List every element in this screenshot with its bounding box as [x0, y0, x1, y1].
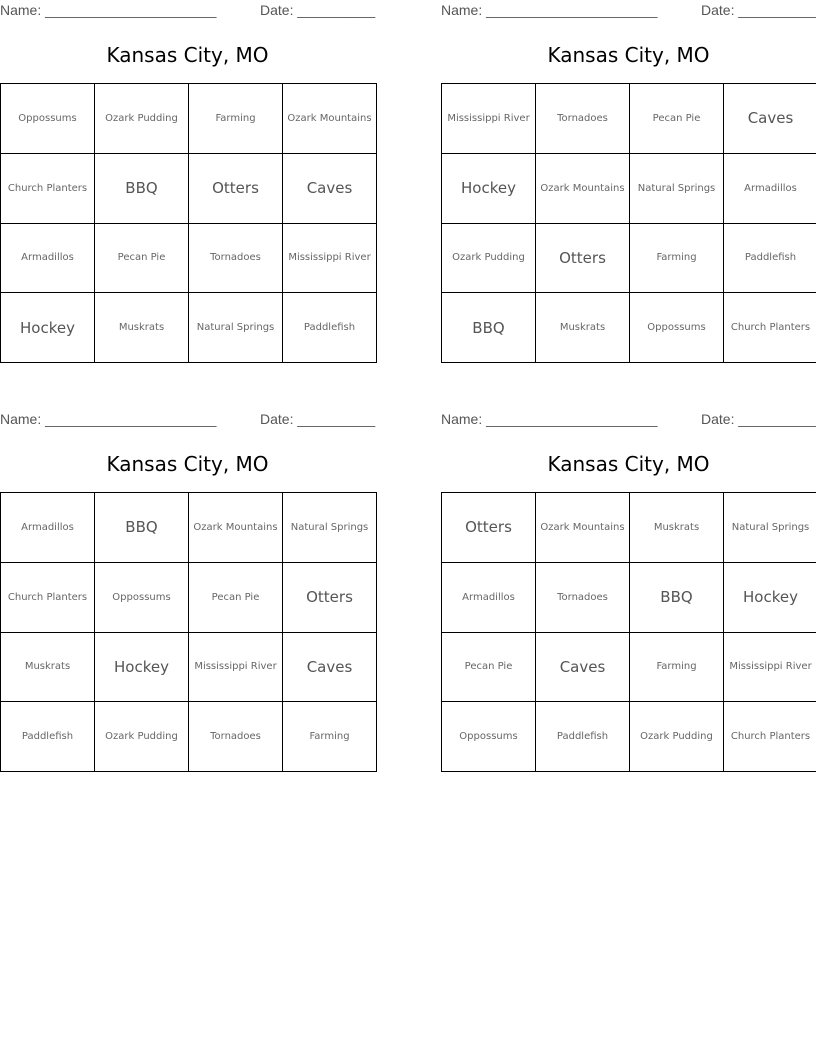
bingo-cell[interactable]: Church Planters: [724, 293, 816, 363]
bingo-cell[interactable]: Caves: [536, 632, 630, 702]
bingo-cell[interactable]: Farming: [283, 702, 377, 772]
date-field[interactable]: Date: __________: [701, 411, 816, 427]
bingo-cell[interactable]: Church Planters: [1, 153, 95, 223]
bingo-cell[interactable]: BBQ: [95, 153, 189, 223]
grid-row: [442, 493, 816, 563]
bingo-cell[interactable]: Caves: [283, 632, 377, 702]
bingo-cell[interactable]: Otters: [536, 223, 630, 293]
bingo-cell[interactable]: Ozark Pudding: [630, 702, 724, 772]
bingo-cell[interactable]: Mississippi River: [724, 632, 816, 702]
grid-row: [1, 293, 377, 363]
grid-row: [442, 293, 816, 363]
bingo-cell[interactable]: Mississippi River: [189, 632, 283, 702]
bingo-cell[interactable]: Natural Springs: [630, 153, 724, 223]
bingo-cell[interactable]: Pecan Pie: [189, 562, 283, 632]
bingo-cell[interactable]: Armadillos: [442, 562, 536, 632]
bingo-cell[interactable]: Oppossums: [95, 562, 189, 632]
bingo-cell[interactable]: BBQ: [442, 293, 536, 363]
bingo-cell[interactable]: Ozark Mountains: [536, 153, 630, 223]
grid-row: [1, 84, 377, 154]
bingo-cell[interactable]: Paddlefish: [1, 702, 95, 772]
bingo-cell[interactable]: Natural Springs: [189, 293, 283, 363]
bingo-grid: [0, 492, 377, 772]
grid-row: [442, 632, 816, 702]
bingo-cell[interactable]: Mississippi River: [283, 223, 377, 293]
bingo-cell[interactable]: Armadillos: [1, 493, 95, 563]
bingo-cell[interactable]: Oppossums: [1, 84, 95, 154]
bingo-cell[interactable]: Mississippi River: [442, 84, 536, 154]
bingo-cell[interactable]: Natural Springs: [724, 493, 816, 563]
bingo-cell[interactable]: Oppossums: [630, 293, 724, 363]
bingo-grid: [441, 83, 816, 363]
date-field[interactable]: Date: __________: [260, 2, 376, 18]
bingo-cell[interactable]: Farming: [630, 632, 724, 702]
bingo-cell[interactable]: Ozark Pudding: [442, 223, 536, 293]
card-title: Kansas City, MO: [547, 43, 710, 67]
bingo-cell[interactable]: Armadillos: [724, 153, 816, 223]
bingo-grid: [441, 492, 816, 772]
name-field[interactable]: Name: ______________________: [441, 411, 658, 427]
card-title: Kansas City, MO: [106, 43, 269, 67]
grid-row: [1, 153, 377, 223]
bingo-cell[interactable]: Ozark Mountains: [536, 493, 630, 563]
name-field[interactable]: Name: ______________________: [441, 2, 658, 18]
bingo-card: [0, 0, 375, 365]
bingo-cell[interactable]: Hockey: [724, 562, 816, 632]
grid-row: [1, 632, 377, 702]
card-header: [0, 2, 375, 20]
grid-row: [442, 562, 816, 632]
date-field[interactable]: Date: __________: [701, 2, 816, 18]
card-header: [0, 411, 375, 429]
bingo-grid: [0, 83, 377, 363]
bingo-cell[interactable]: Farming: [630, 223, 724, 293]
card-header: [441, 411, 816, 429]
bingo-cell[interactable]: BBQ: [630, 562, 724, 632]
grid-row: [442, 223, 816, 293]
bingo-cell[interactable]: Hockey: [442, 153, 536, 223]
bingo-cell[interactable]: Ozark Pudding: [95, 702, 189, 772]
bingo-cell[interactable]: Pecan Pie: [442, 632, 536, 702]
bingo-cell[interactable]: Otters: [442, 493, 536, 563]
card-title: Kansas City, MO: [106, 452, 269, 476]
bingo-cell[interactable]: Ozark Mountains: [283, 84, 377, 154]
bingo-cell[interactable]: Ozark Pudding: [95, 84, 189, 154]
bingo-cell[interactable]: BBQ: [95, 493, 189, 563]
bingo-cell[interactable]: Pecan Pie: [95, 223, 189, 293]
card-header: [441, 2, 816, 20]
bingo-card: [441, 409, 816, 774]
bingo-cell[interactable]: Pecan Pie: [630, 84, 724, 154]
bingo-cell[interactable]: Tornadoes: [189, 702, 283, 772]
bingo-cell[interactable]: Ozark Mountains: [189, 493, 283, 563]
grid-row: [442, 702, 816, 772]
bingo-cell[interactable]: Hockey: [1, 293, 95, 363]
bingo-cell[interactable]: Muskrats: [630, 493, 724, 563]
card-title: Kansas City, MO: [547, 452, 710, 476]
bingo-cell[interactable]: Paddlefish: [536, 702, 630, 772]
bingo-cell[interactable]: Natural Springs: [283, 493, 377, 563]
bingo-cell[interactable]: Muskrats: [1, 632, 95, 702]
bingo-cell[interactable]: Hockey: [95, 632, 189, 702]
bingo-cell[interactable]: Muskrats: [95, 293, 189, 363]
bingo-cell[interactable]: Church Planters: [1, 562, 95, 632]
bingo-cell[interactable]: Oppossums: [442, 702, 536, 772]
bingo-cell[interactable]: Paddlefish: [724, 223, 816, 293]
name-field[interactable]: Name: ______________________: [0, 2, 217, 18]
bingo-cell[interactable]: Farming: [189, 84, 283, 154]
bingo-cell[interactable]: Tornadoes: [536, 562, 630, 632]
bingo-cell[interactable]: Otters: [189, 153, 283, 223]
bingo-cell[interactable]: Tornadoes: [536, 84, 630, 154]
bingo-card: [0, 409, 375, 774]
bingo-cell[interactable]: Caves: [724, 84, 816, 154]
name-field[interactable]: Name: ______________________: [0, 411, 217, 427]
bingo-cell[interactable]: Armadillos: [1, 223, 95, 293]
bingo-cell[interactable]: Church Planters: [724, 702, 816, 772]
bingo-card: [441, 0, 816, 365]
grid-row: [442, 153, 816, 223]
grid-row: [1, 493, 377, 563]
grid-row: [1, 223, 377, 293]
bingo-cell[interactable]: Tornadoes: [189, 223, 283, 293]
bingo-cell[interactable]: Otters: [283, 562, 377, 632]
date-field[interactable]: Date: __________: [260, 411, 376, 427]
bingo-cell[interactable]: Paddlefish: [283, 293, 377, 363]
grid-row: [1, 702, 377, 772]
grid-row: [442, 84, 816, 154]
grid-row: [1, 562, 377, 632]
bingo-cell[interactable]: Muskrats: [536, 293, 630, 363]
bingo-cell[interactable]: Caves: [283, 153, 377, 223]
